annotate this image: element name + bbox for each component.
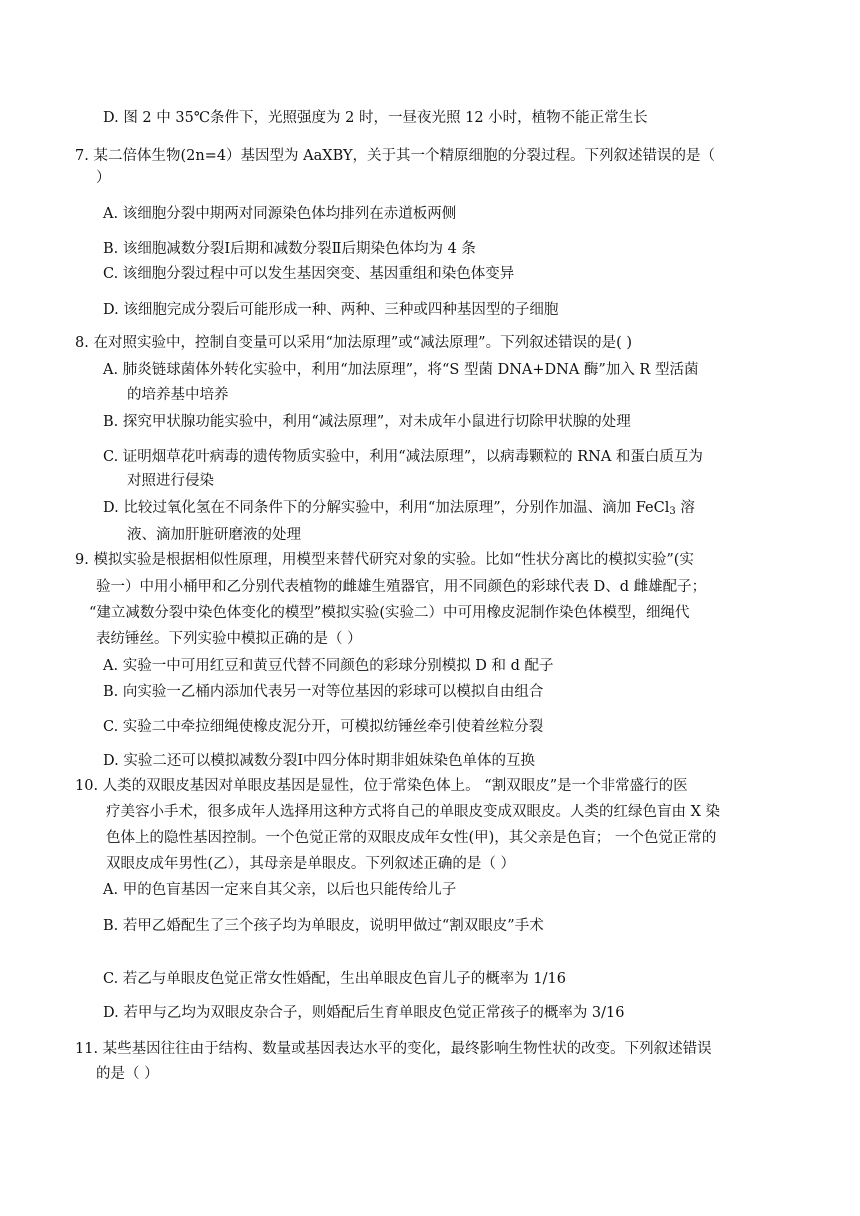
q7-option-c: C. 该细胞分裂过程中可以发生基因突变、基因重组和染色体变异	[103, 266, 515, 282]
q8-option-d-text: D. 比较过氧化氢在不同条件下的分解实验中，利用“加法原理”，分别作加温、滴加 FeCl	[103, 500, 670, 516]
q10-option-d: D. 若甲与乙均为双眼皮杂合子，则婚配后生育单眼皮色觉正常孩子的概率为 3/16	[103, 1005, 625, 1021]
question-7-cont: ）	[96, 170, 111, 186]
question-10-line2: 疗美容小手术，很多成年人选择用这种方式将自己的单眼皮变成双眼皮。人类的红绿色盲由 X 染	[106, 804, 721, 820]
q8-option-d	[103, 497, 695, 519]
question-10: 10. 人类的双眼皮基因对单眼皮基因是显性，位于常染色体上。 “割双眼皮”是一个非常盛行的医	[75, 778, 688, 794]
question-11: 11. 某些基因往往由于结构、数量或基因表达水平的变化，最终影响生物性状的改变。下列叙述错误	[75, 1041, 712, 1057]
q7-option-b: B. 该细胞减数分裂Ⅰ后期和减数分裂Ⅱ后期染色体均为 4 条	[103, 241, 476, 257]
q8-option-d-text-end: 溶	[675, 500, 695, 516]
question-10-line4: 双眼皮成年男性(乙），其母亲是单眼皮。下列叙述正确的是（ ）	[106, 856, 516, 872]
q8-option-a: A. 肺炎链球菌体外转化实验中，利用“加法原理”，将“S 型菌 DNA+DNA 酶”加入 R 型活菌	[103, 362, 699, 378]
q7-option-a: A. 该细胞分裂中期两对同源染色体均排列在赤道板两侧	[103, 206, 457, 222]
q10-option-b: B. 若甲乙婚配生了三个孩子均为单眼皮，说明甲做过“割双眼皮”手术	[103, 918, 544, 934]
question-7: 7. 某二倍体生物(2n=4）基因型为 AaXBY，关于其一个精原细胞的分裂过程。下列叙述错误的是（	[75, 148, 716, 164]
question-9: 9. 模拟实验是根据相似性原理，用模型来替代研究对象的实验。比如“性状分离比的模拟实验”(实	[75, 552, 694, 568]
q9-option-c: C. 实验二中牵拉细绳使橡皮泥分开，可模拟纺锤丝牵引使着丝粒分裂	[103, 719, 544, 735]
q8-option-a-cont: 的培养基中培养	[127, 387, 229, 403]
subscript: 3	[669, 506, 676, 517]
q9-option-d: D. 实验二还可以模拟减数分裂Ⅰ中四分体时期非姐妹染色单体的互换	[103, 753, 536, 769]
question-8: 8. 在对照实验中，控制自变量可以采用“加法原理”或“减法原理”。下列叙述错误的是( )	[75, 335, 633, 351]
question-9-line3: “建立减数分裂中染色体变化的模型”模拟实验(实验二）中可用橡皮泥制作染色体模型，细绳代	[89, 605, 690, 621]
question-11-line2: 的是（ ）	[96, 1066, 159, 1082]
q8-option-c-cont: 对照进行侵染	[127, 473, 214, 489]
q8-option-c: C. 证明烟草花叶病毒的遗传物质实验中，利用“减法原理”，以病毒颗粒的 RNA 和蛋白质互为	[103, 449, 703, 465]
q7-option-d: D. 该细胞完成分裂后可能形成一种、两种、三种或四种基因型的子细胞	[103, 302, 559, 318]
q9-option-a: A. 实验一中可用红豆和黄豆代替不同颜色的彩球分别模拟 D 和 d 配子	[103, 658, 554, 674]
option-d-prev: D. 图 2 中 35℃条件下，光照强度为 2 时，一昼夜光照 12 小时，植物不能正常生长	[103, 110, 648, 126]
q9-option-b: B. 向实验一乙桶内添加代表另一对等位基因的彩球可以模拟自由组合	[103, 684, 544, 700]
q8-option-b: B. 探究甲状腺功能实验中，利用“减法原理”，对未成年小鼠进行切除甲状腺的处理	[103, 414, 631, 430]
question-9-line2: 验一）中用小桶甲和乙分别代表植物的雌雄生殖器官，用不同颜色的彩球代表 D、d 雌雄配子；	[96, 579, 707, 595]
q10-option-c: C. 若乙与单眼皮色觉正常女性婚配，生出单眼皮色盲儿子的概率为 1/16	[103, 971, 566, 987]
question-9-line4: 表纺锤丝。下列实验中模拟正确的是（ ）	[96, 631, 362, 647]
q8-option-d-cont: 液、滴加肝脏研磨液的处理	[127, 527, 301, 543]
question-10-line3: 色体上的隐性基因控制。一个色觉正常的双眼皮成年女性(甲)，其父亲是色盲； 一个色觉正常的	[106, 830, 717, 846]
q10-option-a: A. 甲的色盲基因一定来自其父亲，以后也只能传给儿子	[103, 882, 457, 898]
